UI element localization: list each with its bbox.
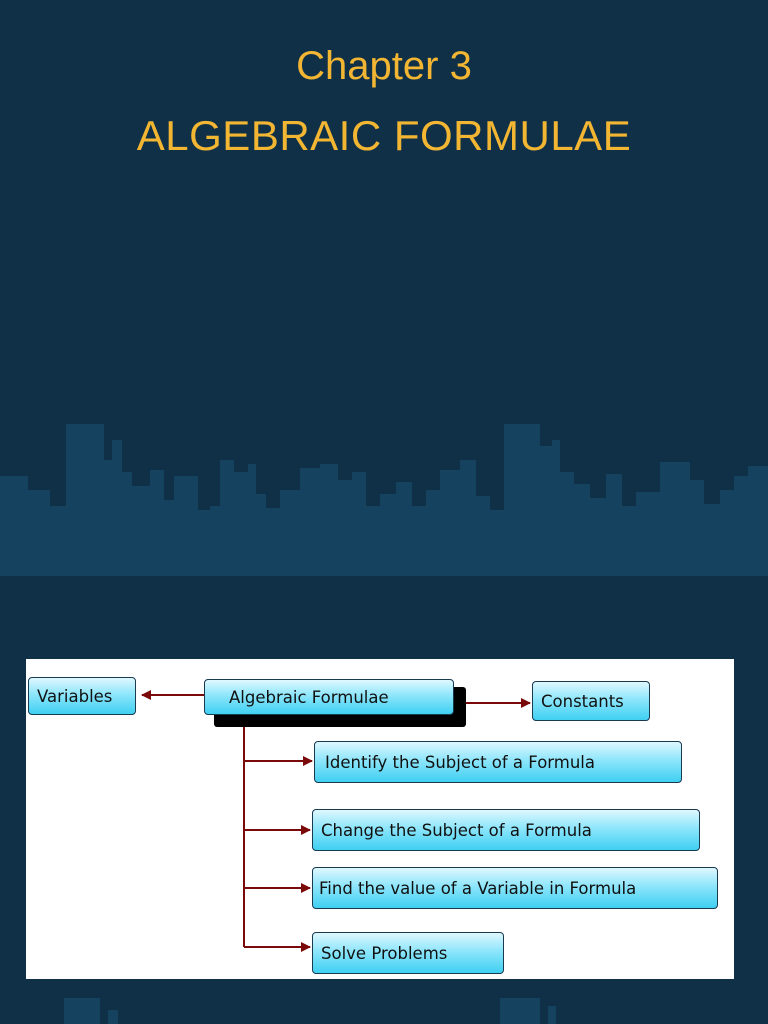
variables-box: Variables (28, 677, 136, 715)
skyline-tops-decoration (0, 990, 768, 1024)
slide-title: ALGEBRAIC FORMULAE (136, 112, 632, 159)
branch-box-3: Find the value of a Variable in Formula (312, 867, 718, 909)
concept-diagram (26, 659, 734, 979)
chapter-label: Chapter 3 (296, 44, 472, 88)
city-skyline-decoration (0, 410, 768, 576)
center-box: Algebraic Formulae (204, 679, 454, 715)
branch-box-4: Solve Problems (312, 932, 504, 974)
branch-box-2: Change the Subject of a Formula (312, 809, 700, 851)
constants-box: Constants (532, 681, 650, 721)
branch-box-1: Identify the Subject of a Formula (314, 741, 682, 783)
